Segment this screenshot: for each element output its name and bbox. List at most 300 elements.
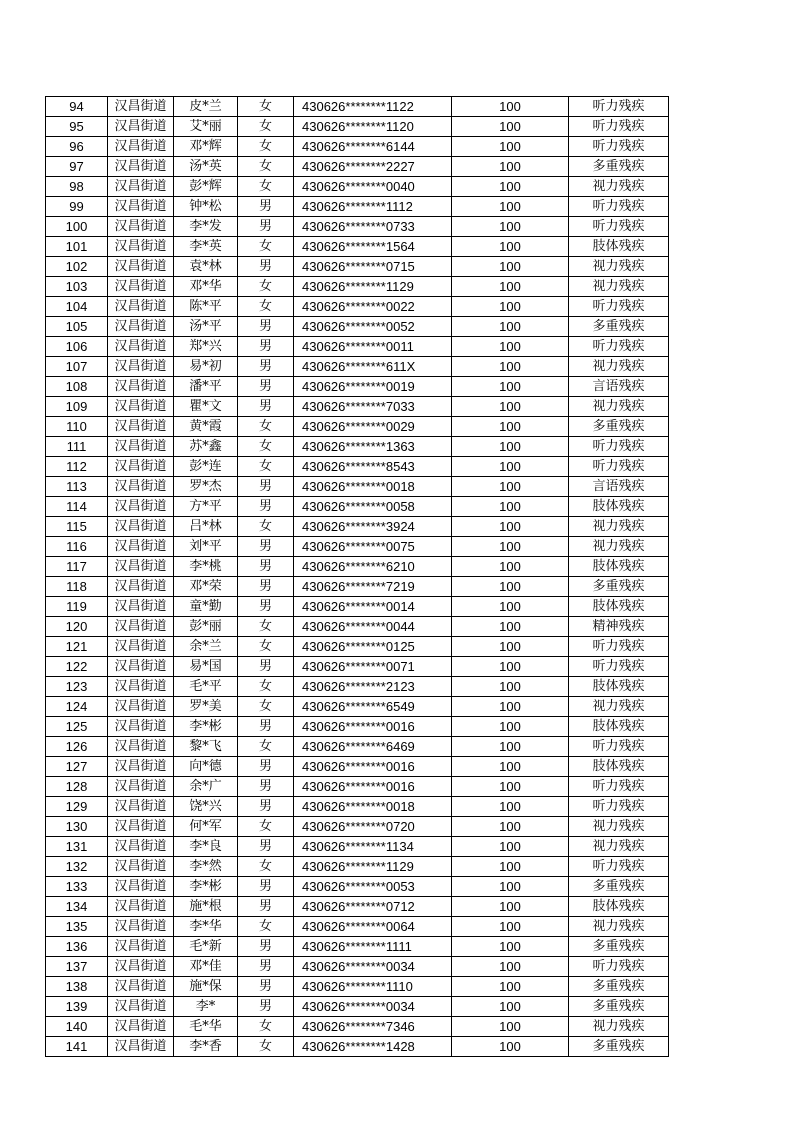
gender-cell: 男	[238, 597, 294, 617]
street-cell: 汉昌街道	[108, 457, 174, 477]
street-cell: 汉昌街道	[108, 737, 174, 757]
name-cell: 邓*辉	[174, 137, 238, 157]
table-row	[46, 957, 669, 977]
id-number-cell: 430626********1122	[294, 97, 452, 117]
disability-type-cell: 听力残疾	[569, 457, 669, 477]
row-number-cell: 115	[46, 517, 108, 537]
table-row	[46, 237, 669, 257]
row-number-cell: 116	[46, 537, 108, 557]
street-cell: 汉昌街道	[108, 137, 174, 157]
id-number-cell: 430626********0016	[294, 717, 452, 737]
gender-cell: 男	[238, 897, 294, 917]
row-number-cell: 103	[46, 277, 108, 297]
amount-cell: 100	[452, 917, 569, 937]
street-cell: 汉昌街道	[108, 337, 174, 357]
name-cell: 袁*林	[174, 257, 238, 277]
table-row	[46, 157, 669, 177]
table-row	[46, 617, 669, 637]
table-row	[46, 597, 669, 617]
street-cell: 汉昌街道	[108, 437, 174, 457]
id-number-cell: 430626********0064	[294, 917, 452, 937]
amount-cell: 100	[452, 677, 569, 697]
street-cell: 汉昌街道	[108, 257, 174, 277]
row-number-cell: 122	[46, 657, 108, 677]
disability-type-cell: 言语残疾	[569, 477, 669, 497]
table-row	[46, 177, 669, 197]
row-number-cell: 123	[46, 677, 108, 697]
row-number-cell: 117	[46, 557, 108, 577]
gender-cell: 女	[238, 737, 294, 757]
amount-cell: 100	[452, 637, 569, 657]
gender-cell: 女	[238, 917, 294, 937]
id-number-cell: 430626********0715	[294, 257, 452, 277]
id-number-cell: 430626********0014	[294, 597, 452, 617]
gender-cell: 女	[238, 1037, 294, 1057]
id-number-cell: 430626********0034	[294, 957, 452, 977]
disability-type-cell: 多重残疾	[569, 157, 669, 177]
id-number-cell: 430626********0018	[294, 477, 452, 497]
name-cell: 饶*兴	[174, 797, 238, 817]
amount-cell: 100	[452, 577, 569, 597]
amount-cell: 100	[452, 157, 569, 177]
name-cell: 李*良	[174, 837, 238, 857]
gender-cell: 女	[238, 677, 294, 697]
amount-cell: 100	[452, 717, 569, 737]
table-row	[46, 917, 669, 937]
table-row	[46, 817, 669, 837]
table-row	[46, 557, 669, 577]
amount-cell: 100	[452, 277, 569, 297]
street-cell: 汉昌街道	[108, 497, 174, 517]
row-number-cell: 105	[46, 317, 108, 337]
gender-cell: 男	[238, 777, 294, 797]
row-number-cell: 101	[46, 237, 108, 257]
gender-cell: 女	[238, 857, 294, 877]
id-number-cell: 430626********0053	[294, 877, 452, 897]
street-cell: 汉昌街道	[108, 777, 174, 797]
disability-type-cell: 视力残疾	[569, 357, 669, 377]
amount-cell: 100	[452, 657, 569, 677]
amount-cell: 100	[452, 1017, 569, 1037]
street-cell: 汉昌街道	[108, 477, 174, 497]
street-cell: 汉昌街道	[108, 997, 174, 1017]
street-cell: 汉昌街道	[108, 797, 174, 817]
amount-cell: 100	[452, 697, 569, 717]
gender-cell: 女	[238, 637, 294, 657]
table-row	[46, 797, 669, 817]
id-number-cell: 430626********0029	[294, 417, 452, 437]
row-number-cell: 127	[46, 757, 108, 777]
amount-cell: 100	[452, 617, 569, 637]
amount-cell: 100	[452, 377, 569, 397]
row-number-cell: 118	[46, 577, 108, 597]
name-cell: 彭*连	[174, 457, 238, 477]
name-cell: 黎*飞	[174, 737, 238, 757]
street-cell: 汉昌街道	[108, 637, 174, 657]
name-cell: 易*国	[174, 657, 238, 677]
table-row	[46, 377, 669, 397]
id-number-cell: 430626********1120	[294, 117, 452, 137]
name-cell: 李*	[174, 997, 238, 1017]
street-cell: 汉昌街道	[108, 757, 174, 777]
row-number-cell: 113	[46, 477, 108, 497]
disability-type-cell: 听力残疾	[569, 857, 669, 877]
row-number-cell: 121	[46, 637, 108, 657]
name-cell: 邓*华	[174, 277, 238, 297]
disability-type-cell: 肢体残疾	[569, 717, 669, 737]
row-number-cell: 125	[46, 717, 108, 737]
street-cell: 汉昌街道	[108, 877, 174, 897]
name-cell: 黄*霞	[174, 417, 238, 437]
amount-cell: 100	[452, 397, 569, 417]
street-cell: 汉昌街道	[108, 1017, 174, 1037]
disability-type-cell: 肢体残疾	[569, 677, 669, 697]
name-cell: 汤*英	[174, 157, 238, 177]
street-cell: 汉昌街道	[108, 817, 174, 837]
row-number-cell: 141	[46, 1037, 108, 1057]
row-number-cell: 110	[46, 417, 108, 437]
amount-cell: 100	[452, 957, 569, 977]
id-number-cell: 430626********1110	[294, 977, 452, 997]
gender-cell: 男	[238, 657, 294, 677]
table-row	[46, 677, 669, 697]
street-cell: 汉昌街道	[108, 517, 174, 537]
name-cell: 邓*荣	[174, 577, 238, 597]
gender-cell: 男	[238, 877, 294, 897]
street-cell: 汉昌街道	[108, 537, 174, 557]
table-row	[46, 777, 669, 797]
name-cell: 吕*林	[174, 517, 238, 537]
name-cell: 彭*辉	[174, 177, 238, 197]
gender-cell: 女	[238, 1017, 294, 1037]
gender-cell: 男	[238, 497, 294, 517]
table-row	[46, 117, 669, 137]
disability-type-cell: 视力残疾	[569, 697, 669, 717]
id-number-cell: 430626********0071	[294, 657, 452, 677]
name-cell: 余*广	[174, 777, 238, 797]
disability-type-cell: 视力残疾	[569, 517, 669, 537]
row-number-cell: 95	[46, 117, 108, 137]
row-number-cell: 132	[46, 857, 108, 877]
row-number-cell: 102	[46, 257, 108, 277]
id-number-cell: 430626********1129	[294, 277, 452, 297]
row-number-cell: 140	[46, 1017, 108, 1037]
street-cell: 汉昌街道	[108, 297, 174, 317]
disability-type-cell: 视力残疾	[569, 397, 669, 417]
street-cell: 汉昌街道	[108, 617, 174, 637]
row-number-cell: 112	[46, 457, 108, 477]
name-cell: 余*兰	[174, 637, 238, 657]
name-cell: 邓*佳	[174, 957, 238, 977]
name-cell: 瞿*文	[174, 397, 238, 417]
row-number-cell: 138	[46, 977, 108, 997]
table-row	[46, 337, 669, 357]
disability-type-cell: 视力残疾	[569, 837, 669, 857]
amount-cell: 100	[452, 837, 569, 857]
street-cell: 汉昌街道	[108, 677, 174, 697]
table-row	[46, 697, 669, 717]
gender-cell: 女	[238, 417, 294, 437]
row-number-cell: 130	[46, 817, 108, 837]
gender-cell: 男	[238, 977, 294, 997]
name-cell: 施*根	[174, 897, 238, 917]
id-number-cell: 430626********0034	[294, 997, 452, 1017]
amount-cell: 100	[452, 317, 569, 337]
amount-cell: 100	[452, 797, 569, 817]
gender-cell: 男	[238, 317, 294, 337]
street-cell: 汉昌街道	[108, 197, 174, 217]
name-cell: 李*彬	[174, 717, 238, 737]
table-row	[46, 837, 669, 857]
disability-type-cell: 多重残疾	[569, 577, 669, 597]
amount-cell: 100	[452, 897, 569, 917]
disability-type-cell: 视力残疾	[569, 277, 669, 297]
street-cell: 汉昌街道	[108, 97, 174, 117]
amount-cell: 100	[452, 757, 569, 777]
name-cell: 汤*平	[174, 317, 238, 337]
street-cell: 汉昌街道	[108, 837, 174, 857]
row-number-cell: 111	[46, 437, 108, 457]
row-number-cell: 129	[46, 797, 108, 817]
table-row	[46, 497, 669, 517]
disability-type-cell: 多重残疾	[569, 1037, 669, 1057]
row-number-cell: 96	[46, 137, 108, 157]
disability-type-cell: 精神残疾	[569, 617, 669, 637]
id-number-cell: 430626********1112	[294, 197, 452, 217]
id-number-cell: 430626********6549	[294, 697, 452, 717]
amount-cell: 100	[452, 1037, 569, 1057]
table-row	[46, 577, 669, 597]
row-number-cell: 133	[46, 877, 108, 897]
table-row	[46, 397, 669, 417]
id-number-cell: 430626********0075	[294, 537, 452, 557]
disability-type-cell: 视力残疾	[569, 1017, 669, 1037]
gender-cell: 男	[238, 257, 294, 277]
gender-cell: 男	[238, 537, 294, 557]
gender-cell: 女	[238, 697, 294, 717]
row-number-cell: 124	[46, 697, 108, 717]
id-number-cell: 430626********3924	[294, 517, 452, 537]
disability-type-cell: 听力残疾	[569, 137, 669, 157]
table-row	[46, 317, 669, 337]
disability-type-cell: 听力残疾	[569, 437, 669, 457]
beneficiary-table	[45, 96, 669, 1057]
name-cell: 何*军	[174, 817, 238, 837]
name-cell: 易*初	[174, 357, 238, 377]
street-cell: 汉昌街道	[108, 917, 174, 937]
id-number-cell: 430626********0044	[294, 617, 452, 637]
amount-cell: 100	[452, 817, 569, 837]
row-number-cell: 108	[46, 377, 108, 397]
gender-cell: 男	[238, 397, 294, 417]
id-number-cell: 430626********611X	[294, 357, 452, 377]
table-row	[46, 997, 669, 1017]
amount-cell: 100	[452, 997, 569, 1017]
id-number-cell: 430626********0720	[294, 817, 452, 837]
gender-cell: 男	[238, 577, 294, 597]
gender-cell: 女	[238, 177, 294, 197]
street-cell: 汉昌街道	[108, 357, 174, 377]
row-number-cell: 98	[46, 177, 108, 197]
row-number-cell: 126	[46, 737, 108, 757]
id-number-cell: 430626********0052	[294, 317, 452, 337]
gender-cell: 女	[238, 117, 294, 137]
table-row	[46, 257, 669, 277]
disability-type-cell: 肢体残疾	[569, 897, 669, 917]
name-cell: 苏*鑫	[174, 437, 238, 457]
table-row	[46, 197, 669, 217]
row-number-cell: 104	[46, 297, 108, 317]
amount-cell: 100	[452, 477, 569, 497]
gender-cell: 男	[238, 837, 294, 857]
street-cell: 汉昌街道	[108, 577, 174, 597]
row-number-cell: 99	[46, 197, 108, 217]
id-number-cell: 430626********6469	[294, 737, 452, 757]
gender-cell: 女	[238, 157, 294, 177]
id-number-cell: 430626********7219	[294, 577, 452, 597]
disability-type-cell: 多重残疾	[569, 977, 669, 997]
table-row	[46, 417, 669, 437]
name-cell: 李*英	[174, 237, 238, 257]
street-cell: 汉昌街道	[108, 1037, 174, 1057]
amount-cell: 100	[452, 497, 569, 517]
name-cell: 李*发	[174, 217, 238, 237]
name-cell: 潘*平	[174, 377, 238, 397]
disability-type-cell: 视力残疾	[569, 257, 669, 277]
id-number-cell: 430626********1134	[294, 837, 452, 857]
row-number-cell: 128	[46, 777, 108, 797]
gender-cell: 男	[238, 997, 294, 1017]
disability-type-cell: 多重残疾	[569, 877, 669, 897]
table-row	[46, 937, 669, 957]
name-cell: 钟*松	[174, 197, 238, 217]
row-number-cell: 139	[46, 997, 108, 1017]
amount-cell: 100	[452, 337, 569, 357]
amount-cell: 100	[452, 257, 569, 277]
table-row	[46, 637, 669, 657]
disability-type-cell: 听力残疾	[569, 197, 669, 217]
id-number-cell: 430626********1564	[294, 237, 452, 257]
row-number-cell: 137	[46, 957, 108, 977]
street-cell: 汉昌街道	[108, 697, 174, 717]
id-number-cell: 430626********1129	[294, 857, 452, 877]
street-cell: 汉昌街道	[108, 857, 174, 877]
gender-cell: 男	[238, 477, 294, 497]
table-row	[46, 217, 669, 237]
gender-cell: 男	[238, 757, 294, 777]
name-cell: 李*彬	[174, 877, 238, 897]
disability-type-cell: 言语残疾	[569, 377, 669, 397]
table-row	[46, 97, 669, 117]
id-number-cell: 430626********0040	[294, 177, 452, 197]
amount-cell: 100	[452, 117, 569, 137]
id-number-cell: 430626********7033	[294, 397, 452, 417]
id-number-cell: 430626********7346	[294, 1017, 452, 1037]
name-cell: 施*保	[174, 977, 238, 997]
id-number-cell: 430626********1111	[294, 937, 452, 957]
amount-cell: 100	[452, 197, 569, 217]
street-cell: 汉昌街道	[108, 937, 174, 957]
row-number-cell: 100	[46, 217, 108, 237]
id-number-cell: 430626********1363	[294, 437, 452, 457]
gender-cell: 女	[238, 457, 294, 477]
amount-cell: 100	[452, 297, 569, 317]
table-row	[46, 457, 669, 477]
name-cell: 童*勤	[174, 597, 238, 617]
table-row	[46, 877, 669, 897]
table-row	[46, 717, 669, 737]
id-number-cell: 430626********1428	[294, 1037, 452, 1057]
gender-cell: 女	[238, 617, 294, 637]
street-cell: 汉昌街道	[108, 957, 174, 977]
disability-type-cell: 视力残疾	[569, 537, 669, 557]
row-number-cell: 119	[46, 597, 108, 617]
street-cell: 汉昌街道	[108, 657, 174, 677]
gender-cell: 男	[238, 197, 294, 217]
amount-cell: 100	[452, 597, 569, 617]
id-number-cell: 430626********0019	[294, 377, 452, 397]
row-number-cell: 109	[46, 397, 108, 417]
gender-cell: 女	[238, 277, 294, 297]
gender-cell: 男	[238, 357, 294, 377]
table-row	[46, 437, 669, 457]
table-row	[46, 657, 669, 677]
table-body	[46, 97, 669, 1057]
disability-type-cell: 听力残疾	[569, 217, 669, 237]
disability-type-cell: 听力残疾	[569, 297, 669, 317]
table-row	[46, 137, 669, 157]
street-cell: 汉昌街道	[108, 117, 174, 137]
gender-cell: 男	[238, 957, 294, 977]
id-number-cell: 430626********0125	[294, 637, 452, 657]
name-cell: 方*平	[174, 497, 238, 517]
gender-cell: 男	[238, 377, 294, 397]
amount-cell: 100	[452, 537, 569, 557]
disability-type-cell: 肢体残疾	[569, 557, 669, 577]
street-cell: 汉昌街道	[108, 397, 174, 417]
table-row	[46, 517, 669, 537]
gender-cell: 男	[238, 557, 294, 577]
id-number-cell: 430626********0016	[294, 757, 452, 777]
table-row	[46, 757, 669, 777]
disability-type-cell: 多重残疾	[569, 997, 669, 1017]
name-cell: 李*然	[174, 857, 238, 877]
table-row	[46, 1017, 669, 1037]
table-row	[46, 537, 669, 557]
id-number-cell: 430626********0022	[294, 297, 452, 317]
street-cell: 汉昌街道	[108, 277, 174, 297]
amount-cell: 100	[452, 977, 569, 997]
name-cell: 艾*丽	[174, 117, 238, 137]
gender-cell: 男	[238, 337, 294, 357]
amount-cell: 100	[452, 457, 569, 477]
row-number-cell: 134	[46, 897, 108, 917]
name-cell: 向*德	[174, 757, 238, 777]
street-cell: 汉昌街道	[108, 557, 174, 577]
street-cell: 汉昌街道	[108, 977, 174, 997]
amount-cell: 100	[452, 437, 569, 457]
disability-type-cell: 听力残疾	[569, 337, 669, 357]
disability-type-cell: 视力残疾	[569, 817, 669, 837]
row-number-cell: 107	[46, 357, 108, 377]
street-cell: 汉昌街道	[108, 597, 174, 617]
street-cell: 汉昌街道	[108, 897, 174, 917]
amount-cell: 100	[452, 857, 569, 877]
gender-cell: 女	[238, 97, 294, 117]
disability-type-cell: 听力残疾	[569, 957, 669, 977]
table-row	[46, 897, 669, 917]
street-cell: 汉昌街道	[108, 417, 174, 437]
